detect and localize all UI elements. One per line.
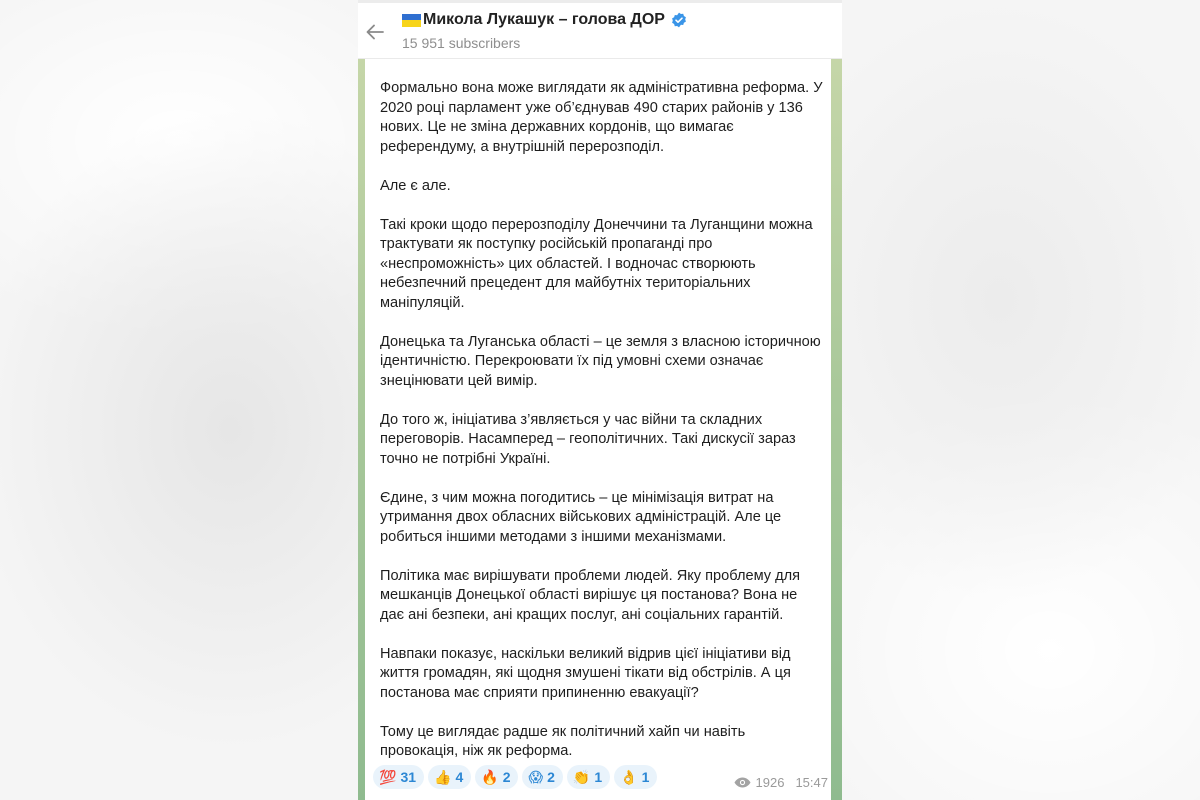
thumbs-up-icon: 👍 — [434, 769, 452, 785]
reaction-count: 4 — [455, 769, 464, 785]
telegram-channel-view — [358, 0, 842, 800]
view-count: 1926 — [755, 775, 785, 790]
reaction-screaming[interactable] — [522, 765, 562, 789]
reaction-count: 1 — [641, 769, 650, 785]
message-text — [380, 79, 825, 781]
reaction-ok-hand[interactable] — [614, 765, 657, 789]
reaction-count: 1 — [594, 769, 603, 785]
eye-icon — [734, 777, 751, 788]
hundred-points-icon: 💯 — [379, 769, 397, 785]
message-time: 15:47 — [795, 775, 828, 790]
ok-hand-icon: 👌 — [620, 769, 638, 785]
reaction-count: 2 — [547, 769, 555, 785]
paragraph: Такі кроки щодо перерозподілу Донеччини та Луганщини можна трактувати як поступку російській пропаганді про «неспроможність» цих областей. І водночас створюють небезпечний прецедент для майбутніх територіальних маніпуляцій. — [380, 216, 813, 311]
channel-title: Микола Лукашук – голова ДОР — [423, 11, 665, 28]
verified-badge-icon — [671, 12, 687, 28]
clapping-hands-icon: 👏 — [572, 769, 591, 785]
message-footer — [373, 765, 828, 791]
subscriber-count: 15 951 subscribers — [402, 35, 521, 51]
fire-icon: 🔥 — [481, 769, 499, 785]
screaming-face-icon: 😱 — [528, 769, 544, 785]
message-meta — [734, 775, 828, 790]
paragraph: Тому це виглядає радше як політичний хайп чи навіть провокація, ніж як реформа. — [380, 723, 746, 759]
reaction-count: 31 — [400, 769, 417, 785]
reaction-count: 2 — [502, 769, 511, 785]
channel-title-row — [402, 11, 687, 29]
arrow-left-icon[interactable] — [364, 21, 386, 43]
chat-area — [358, 59, 842, 800]
paragraph: Але є але. — [380, 177, 451, 194]
reaction-fire[interactable] — [475, 765, 518, 789]
ukraine-flag-icon — [402, 14, 421, 27]
paragraph: Політика має вирішувати проблеми людей. Яку проблему для мешканців Донецької області вирішує ця постанова? Вона не дає ані безпеки, ані кращих послуг, ані соціальних гарантій. — [380, 567, 801, 623]
reaction-hundred[interactable] — [373, 765, 424, 789]
paragraph: Єдине, з чим можна погодитись – це мінімізація витрат на утримання двох обласних військових адміністрацій. Але це робиться іншими методами з іншими механізмами. — [380, 489, 782, 545]
paragraph: Формально вона може виглядати як адміністративна реформа. У 2020 році парламент уже об’єднував 490 старих районів у 136 нових. Це не зміна державних кордонів, що вимагає референдуму, а внутрішній перерозподіл. — [380, 80, 823, 155]
message-bubble[interactable] — [365, 59, 831, 800]
reaction-thumbs-up[interactable] — [428, 765, 471, 789]
paragraph: Донецька та Луганська області – це земля з власною історичною ідентичністю. Перекроювати їх під умовні схеми означає знецінювати цей вимір. — [380, 333, 821, 389]
channel-header[interactable] — [358, 3, 842, 59]
paragraph: До того ж, ініціатива з’являється у час війни та складних переговорів. Насамперед – геополітичних. Такі дискусії зараз точно не потрібні Україні. — [380, 411, 796, 467]
paragraph: Навпаки показує, наскільки великий відрив цієї ініціативи від життя громадян, які щодня змушені тікати від обстрілів. А ця постанова має сприяти припиненню евакуації? — [380, 645, 791, 701]
reaction-clap[interactable] — [567, 765, 610, 789]
